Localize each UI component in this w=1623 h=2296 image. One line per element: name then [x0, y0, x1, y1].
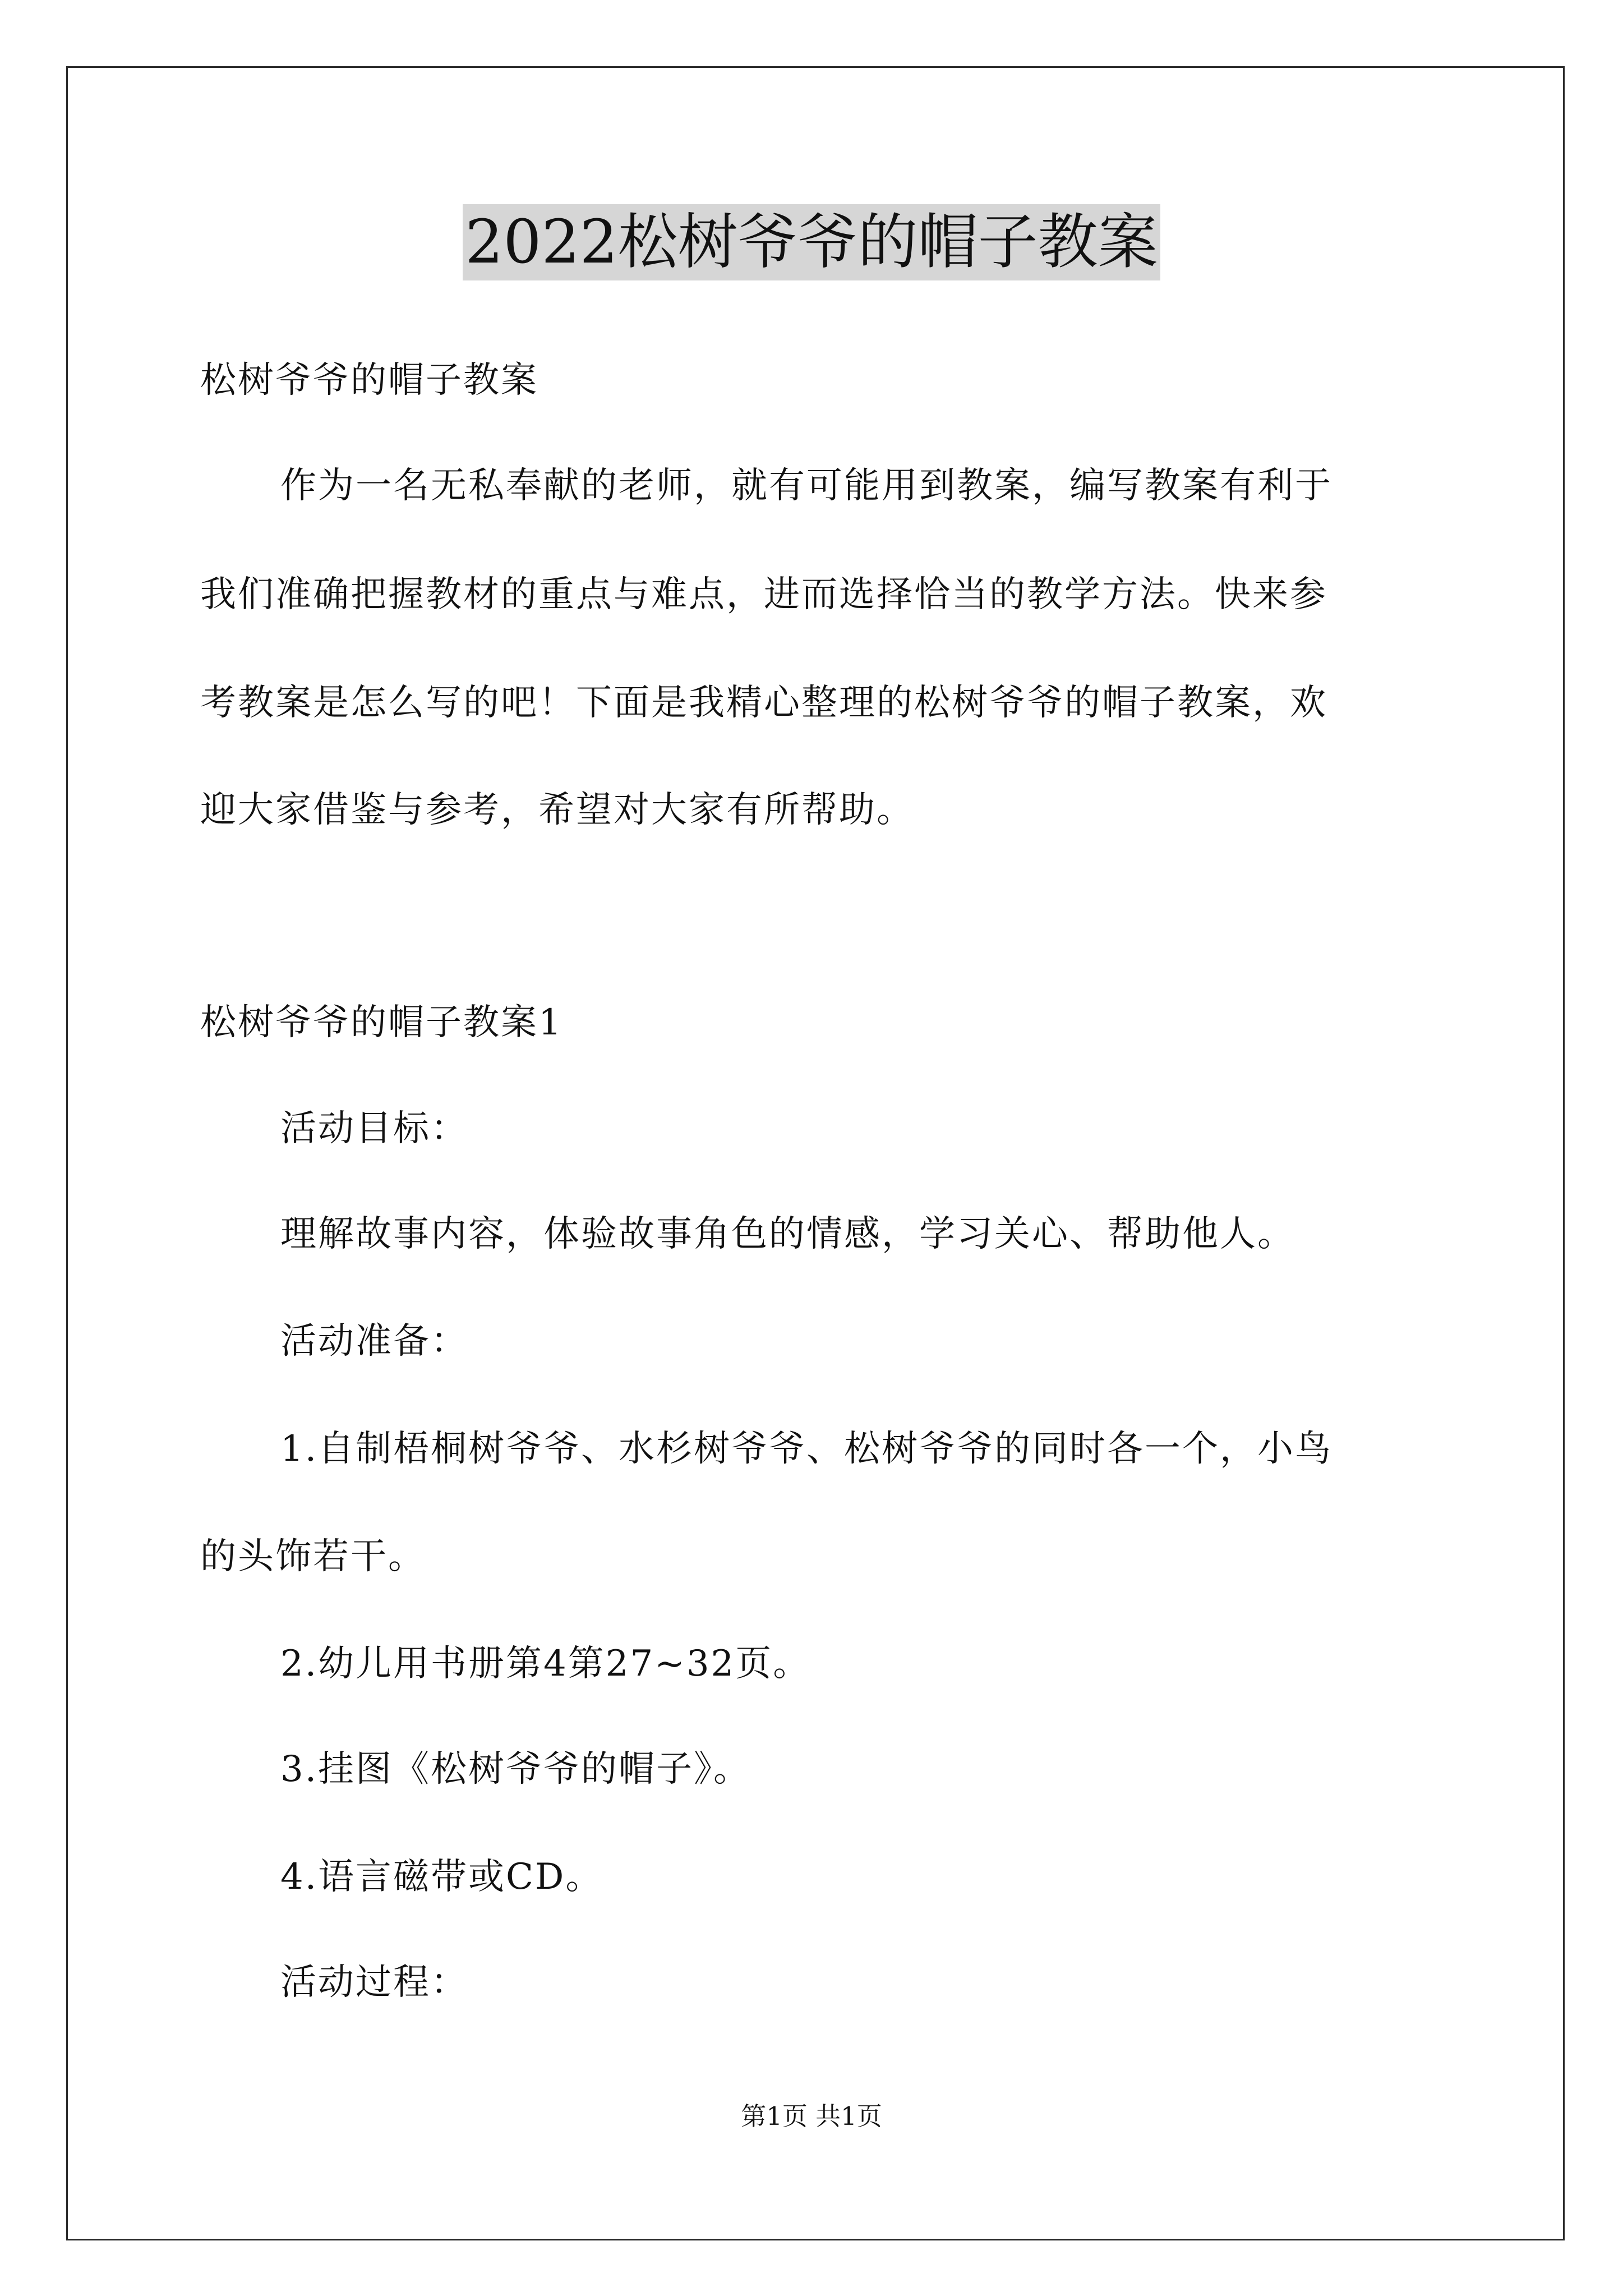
- prep-item-2: 2.幼儿用书册第4第27~32页。: [280, 1643, 811, 1685]
- goal-text: 理解故事内容，体验故事角色的情感，学习关心、帮助他人。: [280, 1213, 1295, 1255]
- prep-heading: 活动准备：: [280, 1320, 468, 1362]
- document-title-text: 2022松树爷爷的帽子教案: [463, 204, 1160, 280]
- intro-line-2: 我们准确把握教材的重点与难点，进而选择恰当的教学方法。快来参: [200, 574, 1327, 615]
- goal-heading: 活动目标：: [280, 1108, 468, 1149]
- prep-item-4: 4.语言磁带或CD。: [280, 1856, 603, 1898]
- intro-line-4: 迎大家借鉴与参考，希望对大家有所帮助。: [200, 789, 914, 831]
- process-heading: 活动过程：: [280, 1962, 468, 2003]
- page-footer: 第1页 共1页: [741, 2101, 882, 2131]
- prep-item-3: 3.挂图《松树爷爷的帽子》。: [280, 1749, 751, 1790]
- section-heading: 松树爷爷的帽子教案1: [200, 1002, 563, 1043]
- document-subtitle: 松树爷爷的帽子教案: [200, 360, 538, 401]
- prep-item-1-line-2: 的头饰若干。: [200, 1536, 426, 1577]
- prep-item-1-line-1: 1.自制梧桐树爷爷、水杉树爷爷、松树爷爷的同时各一个，小鸟: [280, 1428, 1333, 1470]
- intro-line-1: 作为一名无私奉献的老师，就有可能用到教案，编写教案有利于: [280, 465, 1332, 507]
- document-title: [0, 205, 1623, 280]
- intro-line-3: 考教案是怎么写的吧！下面是我精心整理的松树爷爷的帽子教案，欢: [200, 682, 1327, 724]
